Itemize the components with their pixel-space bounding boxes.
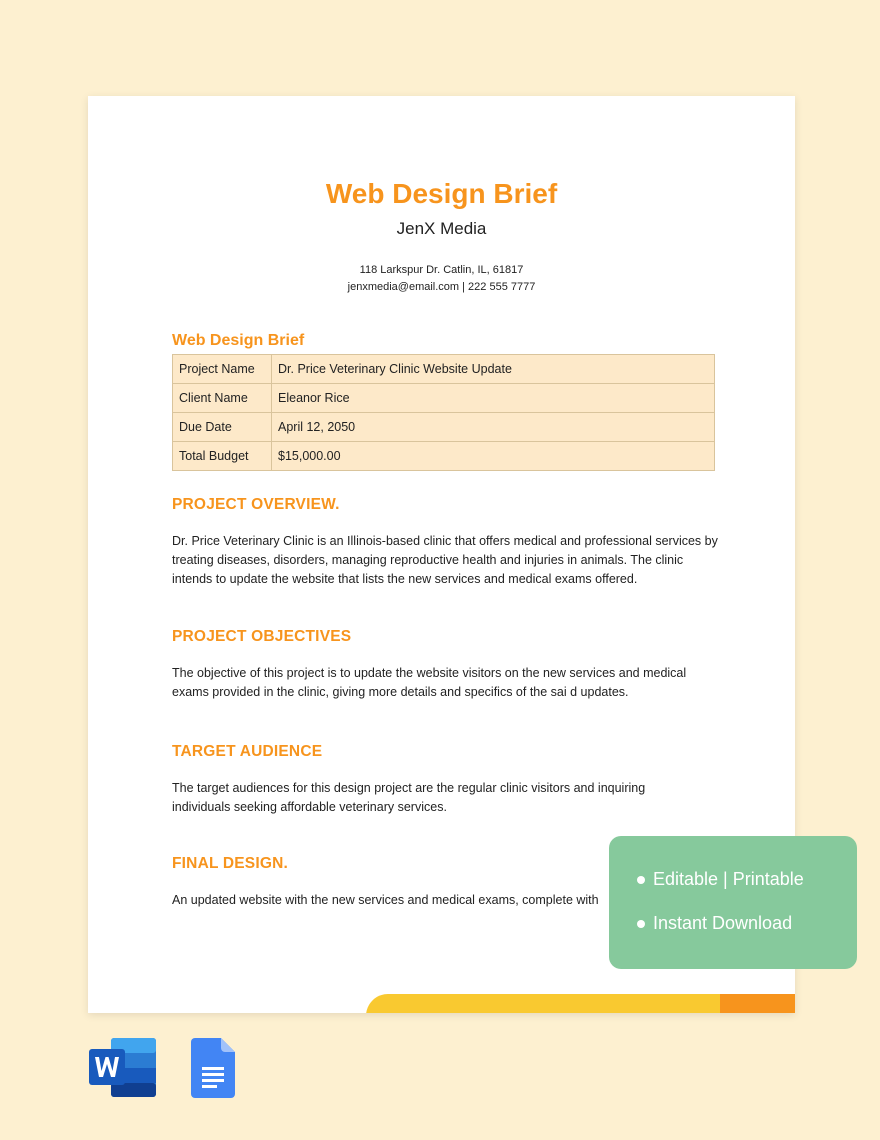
- section-heading: FINAL DESIGN.: [172, 855, 288, 872]
- footer-accent-yellow: [366, 994, 726, 1013]
- section-body: Dr. Price Veterinary Clinic is an Illinois-based clinic that offers medical and professional services by treating diseases, disorders, managing reproductive health and injuries in animals. The clinic intends to update the website that lists the new services and medical exams offered.: [172, 534, 718, 586]
- bullet-icon: [637, 876, 645, 884]
- table-value: Eleanor Rice: [272, 384, 715, 413]
- table-value: April 12, 2050: [272, 413, 715, 442]
- table-row: [173, 384, 715, 413]
- footer-accent-orange: [720, 994, 795, 1013]
- table-value: $15,000.00: [272, 442, 715, 471]
- document-title: Web Design Brief: [325, 178, 558, 209]
- microsoft-word-icon[interactable]: [89, 1038, 156, 1097]
- google-docs-icon[interactable]: [191, 1038, 235, 1098]
- brief-section-title: Web Design Brief: [172, 332, 305, 349]
- table-label: Total Budget: [173, 442, 272, 471]
- badge-label: Instant Download: [653, 913, 793, 933]
- table-label: Due Date: [173, 413, 272, 442]
- contact-line: jenxmedia@email.com | 222 555 7777: [347, 281, 536, 293]
- section-body: The target audiences for this design project are the regular clinic visitors and inquiring individuals seeking affordable veterinary services.: [172, 781, 646, 814]
- section-body: The objective of this project is to update the website visitors on the new services and medical exams provided in the clinic, giving more details and specifics of the sai d updates.: [172, 666, 687, 699]
- section-heading: PROJECT OBJECTIVES: [172, 628, 352, 645]
- table-value: Dr. Price Veterinary Clinic Website Update: [272, 355, 715, 384]
- badge-item-download: [637, 913, 792, 934]
- section-body: An updated website with the new services and medical exams, complete with: [172, 893, 599, 907]
- badge-label: Editable | Printable: [653, 869, 804, 889]
- address-line: 118 Larkspur Dr. Catlin, IL, 61817: [359, 264, 524, 276]
- company-address: [88, 262, 795, 296]
- table-row: [173, 413, 715, 442]
- section-heading: TARGET AUDIENCE: [172, 743, 323, 760]
- features-badge: [609, 836, 857, 969]
- bullet-icon: [637, 920, 645, 928]
- table-row: [173, 355, 715, 384]
- company-name: JenX Media: [396, 219, 487, 238]
- table-label: Client Name: [173, 384, 272, 413]
- table-row: [173, 442, 715, 471]
- project-info-table: [172, 354, 715, 471]
- section-heading: PROJECT OVERVIEW.: [172, 496, 340, 513]
- badge-item-editable: [637, 869, 804, 890]
- table-label: Project Name: [173, 355, 272, 384]
